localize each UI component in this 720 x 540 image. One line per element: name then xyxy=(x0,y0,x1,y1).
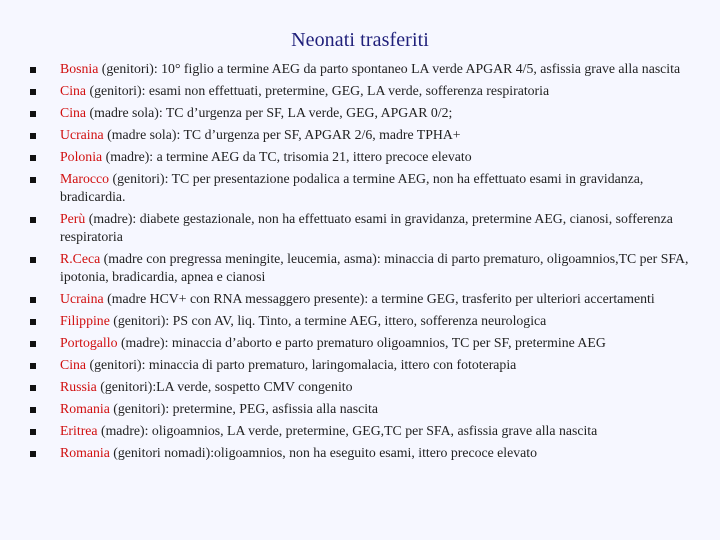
country-label: Romania xyxy=(60,445,110,460)
item-description: (genitori): 10° figlio a termine AEG da parto spontaneo LA verde APGAR 4/5, asfissia grave alla nascita xyxy=(98,61,681,76)
list-item xyxy=(30,312,710,330)
list-item-text xyxy=(60,334,710,352)
country-label: Romania xyxy=(60,401,110,416)
square-bullet-icon xyxy=(30,210,60,228)
square-bullet-icon xyxy=(30,422,60,440)
square-bullet-icon xyxy=(30,356,60,374)
country-label: R.Ceca xyxy=(60,251,101,266)
item-description: (genitori):LA verde, sospetto CMV congenito xyxy=(96,379,353,394)
list-item xyxy=(30,400,710,418)
list-item-text xyxy=(60,356,710,374)
list-item xyxy=(30,148,710,166)
slide-title: Neonati trasferiti xyxy=(291,29,429,51)
list-item xyxy=(30,210,710,246)
item-description: (madre HCV+ con RNA messaggero presente): a termine GEG, trasferito per ulteriori accertamenti xyxy=(103,291,655,306)
item-description: (madre): oligoamnios, LA verde, pretermine, GEG,TC per SFA, asfissia grave alla nascita xyxy=(97,423,598,438)
list-item-text xyxy=(60,444,710,462)
list-item xyxy=(30,60,710,78)
list-item-text xyxy=(60,422,710,440)
item-description: (madre): a termine AEG da TC, trisomia 21, ittero precoce elevato xyxy=(102,149,472,164)
country-label: Cina xyxy=(60,83,87,98)
country-label: Marocco xyxy=(60,171,110,186)
list-item-text xyxy=(60,210,710,246)
square-bullet-icon xyxy=(30,170,60,188)
item-description: (madre con pregressa meningite, leucemia, asma): minaccia di parto prematuro, oligoamnios,TC per SFA, ipotonia, bradicardia, apnea e cianosi xyxy=(60,251,689,284)
list-item xyxy=(30,82,710,100)
list-item xyxy=(30,104,710,122)
item-description: (genitori): PS con AV, liq. Tinto, a termine AEG, ittero, sofferenza neurologica xyxy=(109,313,547,328)
list-item-text xyxy=(60,250,710,286)
square-bullet-icon xyxy=(30,400,60,418)
item-description: (madre): minaccia d’aborto e parto prematuro oligoamnios, TC per SF, pretermine AEG xyxy=(117,335,606,350)
list-item-text xyxy=(60,82,710,100)
list-item-text xyxy=(60,126,710,144)
list-item-text xyxy=(60,170,710,206)
transferred-newborns-list xyxy=(30,60,710,466)
item-description: (madre sola): TC d’urgenza per SF, LA verde, GEG, APGAR 0/2; xyxy=(86,105,453,120)
country-label: Eritrea xyxy=(60,423,98,438)
list-item-text xyxy=(60,104,710,122)
item-description: (genitori): esami non effettuati, pretermine, GEG, LA verde, sofferenza respiratoria xyxy=(86,83,550,98)
square-bullet-icon xyxy=(30,334,60,352)
square-bullet-icon xyxy=(30,312,60,330)
square-bullet-icon xyxy=(30,444,60,462)
list-item-text xyxy=(60,378,710,396)
country-label: Ucraina xyxy=(60,291,104,306)
item-description: (madre sola): TC d’urgenza per SF, APGAR 2/6, madre TPHA+ xyxy=(103,127,461,142)
country-label: Cina xyxy=(60,105,87,120)
country-label: Bosnia xyxy=(60,61,99,76)
square-bullet-icon xyxy=(30,104,60,122)
country-label: Filippine xyxy=(60,313,110,328)
list-item xyxy=(30,170,710,206)
list-item-text xyxy=(60,60,710,78)
list-item xyxy=(30,378,710,396)
item-description: (genitori nomadi):oligoamnios, non ha eseguito esami, ittero precoce elevato xyxy=(109,445,538,460)
list-item xyxy=(30,334,710,352)
country-label: Polonia xyxy=(60,149,103,164)
square-bullet-icon xyxy=(30,378,60,396)
list-item-text xyxy=(60,148,710,166)
square-bullet-icon xyxy=(30,60,60,78)
square-bullet-icon xyxy=(30,290,60,308)
square-bullet-icon xyxy=(30,82,60,100)
country-label: Cina xyxy=(60,357,87,372)
item-description: (genitori): minaccia di parto prematuro, laringomalacia, ittero con fototerapia xyxy=(86,357,517,372)
list-item-text xyxy=(60,290,710,308)
list-item-text xyxy=(60,312,710,330)
list-item xyxy=(30,422,710,440)
list-item xyxy=(30,290,710,308)
list-item xyxy=(30,356,710,374)
item-description: (genitori): pretermine, PEG, asfissia alla nascita xyxy=(109,401,378,416)
square-bullet-icon xyxy=(30,250,60,268)
list-item xyxy=(30,250,710,286)
country-label: Portogallo xyxy=(60,335,118,350)
list-item xyxy=(30,444,710,462)
list-item xyxy=(30,126,710,144)
country-label: Perù xyxy=(60,211,86,226)
square-bullet-icon xyxy=(30,148,60,166)
square-bullet-icon xyxy=(30,126,60,144)
list-item-text xyxy=(60,400,710,418)
country-label: Russia xyxy=(60,379,97,394)
item-description: (genitori): TC per presentazione podalica a termine AEG, non ha effettuato esami in gravidanza, bradicardia. xyxy=(60,171,644,204)
item-description: (madre): diabete gestazionale, non ha effettuato esami in gravidanza, pretermine AEG, cianosi, sofferenza respiratoria xyxy=(60,211,673,244)
country-label: Ucraina xyxy=(60,127,104,142)
